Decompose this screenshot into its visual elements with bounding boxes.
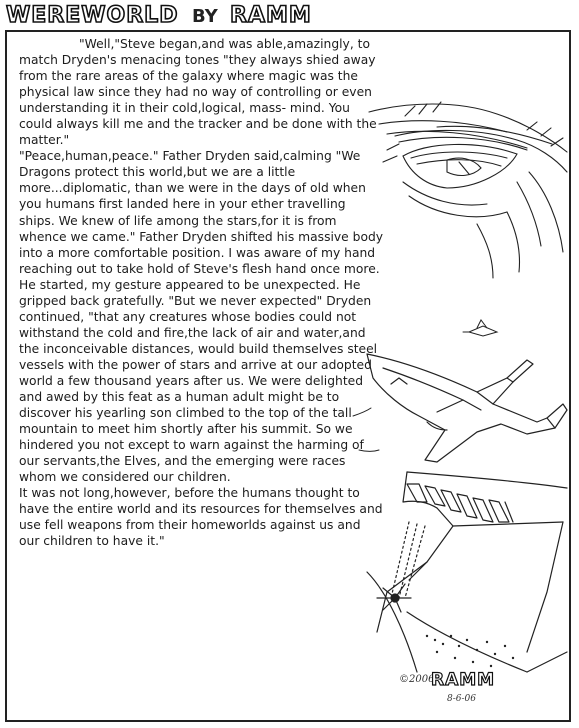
comic-title: WEREWORLD [6, 3, 179, 28]
copyright-year: ©2006 [399, 674, 435, 685]
comic-header [4, 3, 575, 29]
title-by-word: BY [192, 6, 218, 27]
story-paragraph: It was not long,however, before the humans thought to have the entire world and its resources for themselves and use fell weapons from their homeworlds against us and our children to have it." [19, 486, 383, 549]
signature-date: 8-6-06 [447, 694, 476, 704]
story-paragraph: "Peace,human,peace." Father Dryden said,calming "We Dragons protect this world,but we are a little more...diplomatic, than we were in the days of old when you humans first landed here in your ether travelling ships. We knew of life among the stars,for it is from whence we came." Father Dryden shifted his massive body into a more comfortable position. I was aware of my hand reaching out to take hold of Steve's flesh hand once more. He started, my gesture appeared to be unexpected. He gripped back gratefully. "But we never expected" Dryden continued, "that any creatures whose bodies could not withstand the cold and fire,the lack of air and water,and the inconceivable distances, would build themselves steel vessels with the power of stars and arrive at our adopted world a few thousand years after us. We were delighted and awed by this feat as a human adult might be to discover his yearling son climbed to the top of the tall mountain to meet him shortly after his summit. So we hindered you not except to warn against the harming of our servants,the Elves, and the emerging were races whom we considered our children. [19, 149, 384, 485]
distant-ship-drawing [463, 320, 497, 336]
story-paragraph: "Well,"Steve began,and was able,amazingly, to match Dryden's menacing tones "they always shied away from the rare areas of the galaxy where magic was the physical law since they had no way of controlling or even understanding it in their cold,logical, mass- mind. You could always kill me and the tracker and be done with the matter." [19, 37, 377, 148]
artist-signature [399, 672, 539, 712]
army-figures [426, 635, 514, 667]
story-text [19, 36, 384, 550]
author-logo: RAMM [230, 3, 312, 28]
dragon-face-drawing [369, 102, 567, 278]
signature-name: RAMM [431, 670, 496, 690]
comic-panel [5, 30, 571, 722]
spaceship-drawing [367, 354, 567, 462]
fortress-drawing [367, 472, 567, 672]
